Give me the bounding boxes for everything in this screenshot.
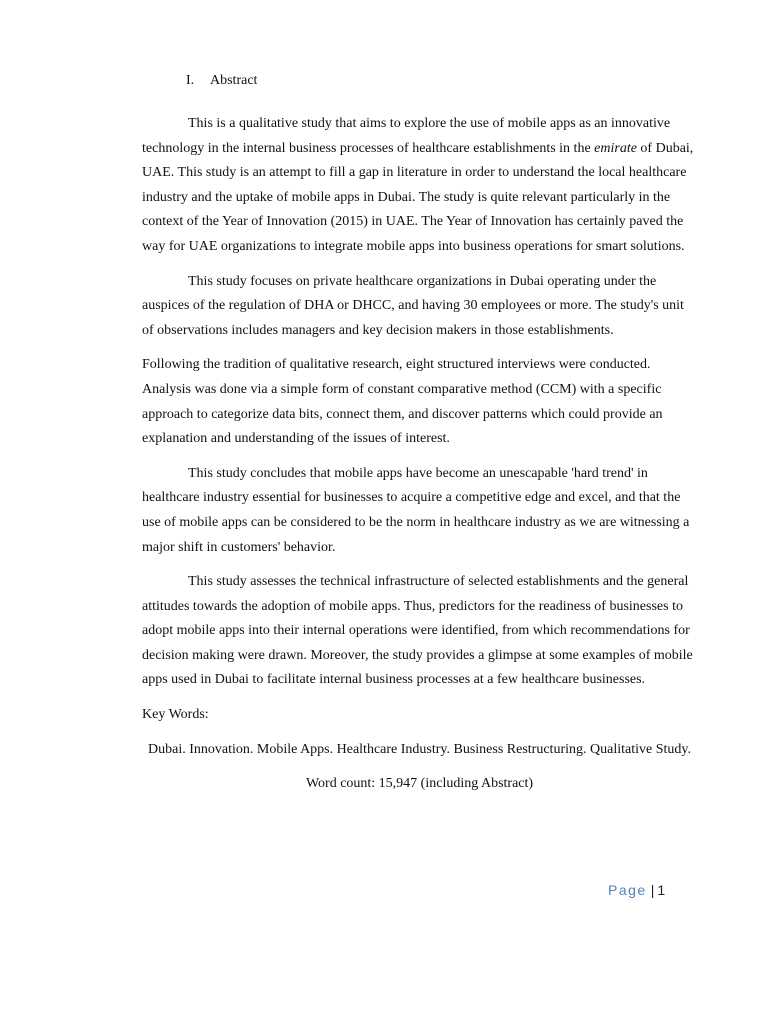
page-label: Page <box>608 882 647 898</box>
word-count: Word count: 15,947 (including Abstract) <box>305 776 534 792</box>
emphasized-word: emirate <box>594 140 637 156</box>
abstract-paragraph-2: This study focuses on private healthcare organizations in Dubai operating under the auspices of the regulation of DHA or DHCC, and having 30 employees or more. The study's unit of observations includes managers and key decision makers in those establishments. <box>142 273 684 338</box>
section-number: I. <box>186 73 195 88</box>
paragraph-1-text-start: This is a qualitative study that aims to explore the use of mobile apps as an innovative technology in the internal business processes of healthcare establishments in the <box>142 116 671 156</box>
abstract-body <box>142 112 697 807</box>
abstract-paragraph-1 <box>142 112 697 260</box>
paragraph-1-text-end: of Dubai, UAE. This study is an attempt to fill a gap in literature in order to understand the local healthcare industry and the uptake of mobile apps in Dubai. The study is quite relevant particularly in the context of the Year of Innovation (2015) in UAE. The Year of Innovation has certainly paved the way for UAE organizations to integrate mobile apps into business operations for smart solutions. <box>142 140 694 254</box>
abstract-paragraph-5: This study assesses the technical infrastructure of selected establishments and the general attitudes towards the adoption of mobile apps. Thus, predictors for the readiness of businesses to adopt mobile apps into their internal operations were identified, from which recommendations for decision making were drawn. Moreover, the study provides a glimpse at some examples of mobile apps used in Dubai to facilitate internal business processes at a few healthcare businesses. <box>142 574 693 688</box>
section-heading <box>186 72 257 90</box>
page-footer <box>608 880 665 900</box>
abstract-paragraph-4: This study concludes that mobile apps have become an unescapable 'hard trend' in healthcare industry essential for businesses to acquire a competitive edge and excel, and that the use of mobile apps can be considered to be the norm in healthcare industry as we are witnessing a major shift in customers' behavior. <box>142 465 690 555</box>
footer-separator: | <box>650 882 655 898</box>
keywords-label: Key Words: <box>142 707 209 723</box>
abstract-paragraph-3: Following the tradition of qualitative research, eight structured interviews were conducted. Analysis was done via a simple form of constant comparative method (CCM) with a specific approach to categorize data bits, connect them, and discover patterns which could provide an explanation and understanding of the issues of interest. <box>142 357 663 447</box>
page-number: 1 <box>657 882 666 898</box>
keywords-list: Dubai. Innovation. Mobile Apps. Healthcare Industry. Business Restructuring. Qualitative Study. <box>148 741 691 757</box>
section-title: Abstract <box>210 73 258 88</box>
